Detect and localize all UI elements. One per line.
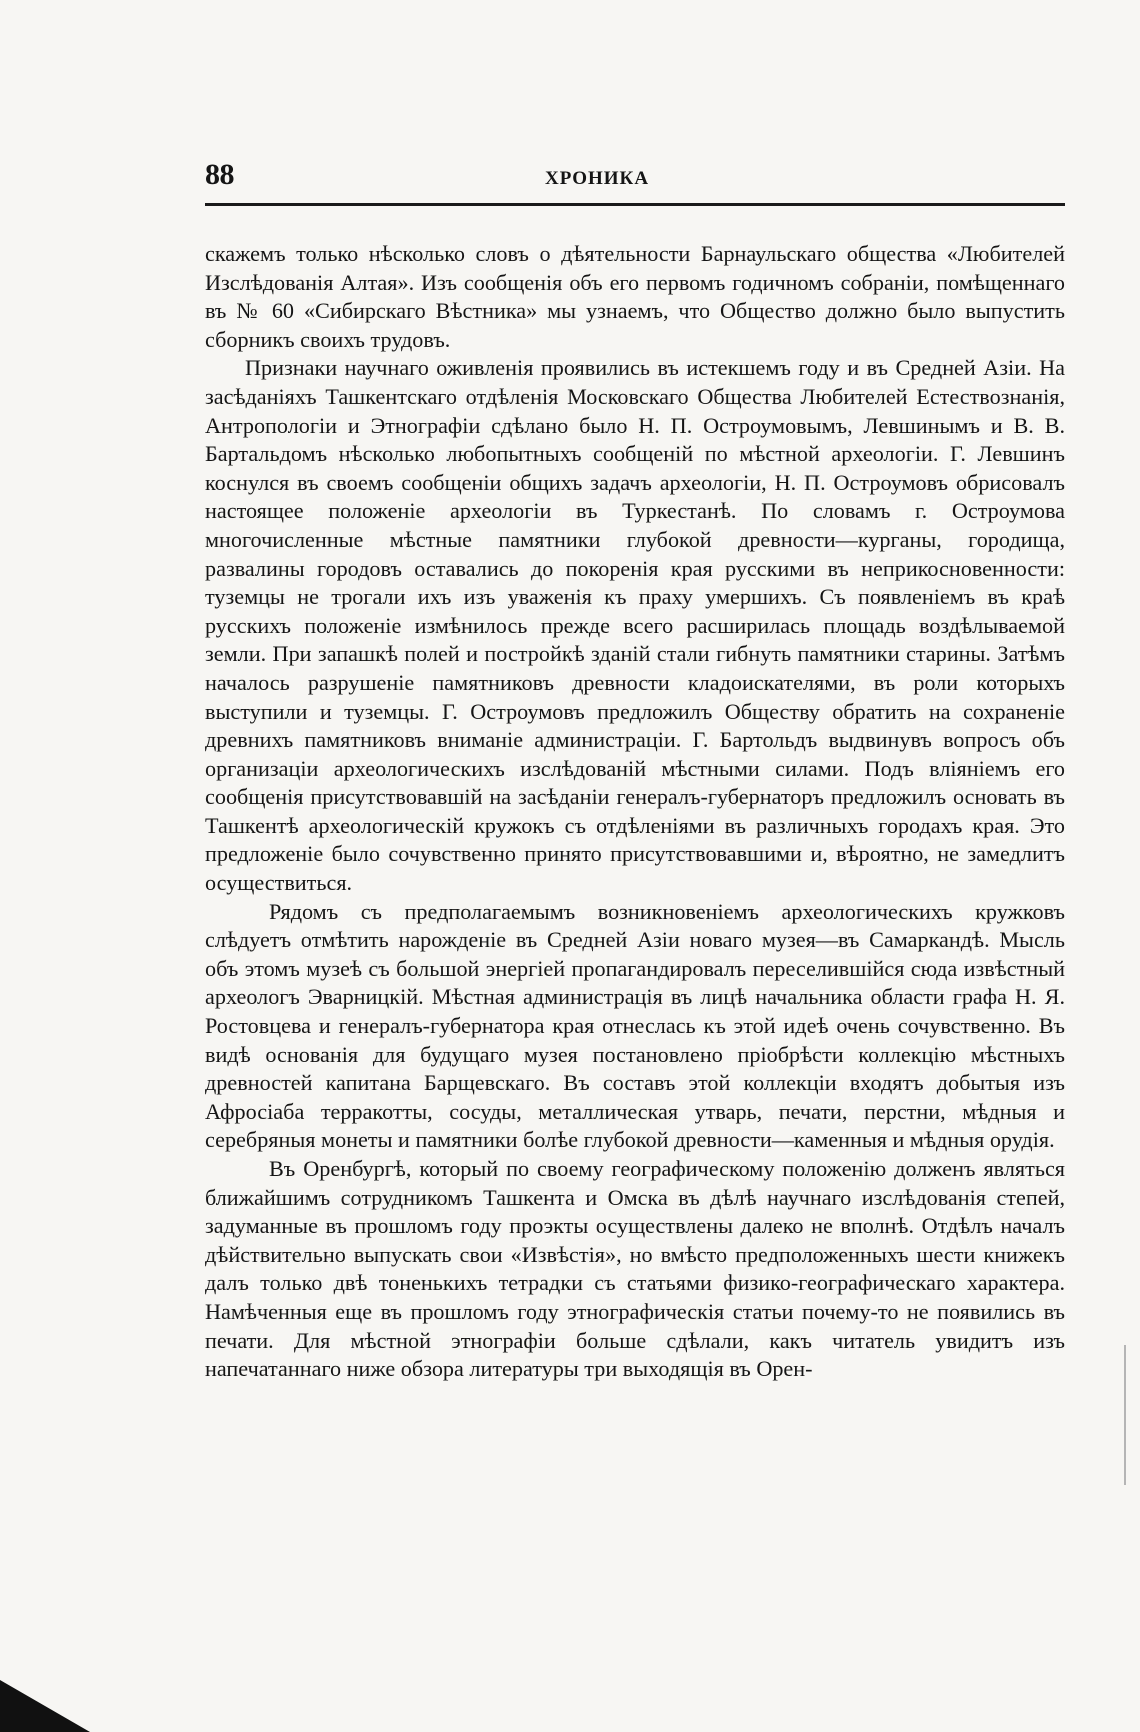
paragraph-samarkand-museum: Рядомъ съ предполагаемымъ возникновеніемъ археологическихъ кружковъ слѣдуетъ отмѣтить нарожденіе въ Средней Азіи новаго музея—въ Самаркандѣ. Мысль объ этомъ музеѣ съ большой энергіей пропагандировалъ переселившійся сюда извѣстный археологъ Эварницкій. Мѣстная администрація въ лицѣ начальника области графа Н. Я. Ростовцева и генералъ-губернатора края отнеслась къ этой идеѣ очень сочувственно. Въ видѣ основанія для будущаго музея постановлено пріобрѣсти коллекцію мѣстныхъ древностей капитана Барщевскаго. Въ составъ этой коллекціи входятъ добытыя изъ Афросіаба терракотты, сосуды, металлическая утварь, печати, перстни, мѣдныя и серебряныя монеты и памятники болѣе глубокой древности—каменныя и мѣдныя орудія.: [205, 898, 1065, 1153]
paragraph-orenburg: Въ Оренбургѣ, который по своему географическому положенію долженъ являться ближайшимъ сотрудникомъ Ташкента и Омска въ дѣлѣ научнаго изслѣдованія степей, задуманные въ прошломъ году проэкты осуществлены далеко не вполнѣ. Отдѣлъ началъ дѣйствительно выпускать свои «Извѣстія», но вмѣсто предположенныхъ шести книжекъ далъ только двѣ тоненькихъ тетрадки съ статьями физико-географическаго характера. Намѣченныя еще въ прошломъ году этнографическія статьи почему-то не появились въ печати. Для мѣстной этнографіи больше сдѣлали, какъ читатель увидитъ изъ напечатаннаго ниже обзора литературы три выходящія въ Орен-: [205, 1156, 1065, 1382]
running-title: ХРОНИКА: [545, 168, 650, 189]
page-header: [205, 158, 1065, 198]
paragraph-central-asia: Признаки научнаго оживленія проявились въ истекшемъ году и въ Средней Азіи. На засѣданіяхъ Ташкентскаго отдѣленія Московскаго Общества Любителей Естествознанія, Антропологіи и Этнографіи сдѣлано было Н. П. Остроумовымъ, Левшинымъ и В. В. Бартальдомъ нѣсколько любопытныхъ сообщеній по мѣстной археологіи. Г. Левшинъ коснулся въ своемъ сообщеніи общихъ задачъ археологіи, Н. П. Остроумовъ обрисовалъ настоящее положеніе археологіи въ Туркестанѣ. По словамъ г. Остроумова многочисленные мѣстные памятники глубокой древности—курганы, городища, развалины городовъ оставались до покоренія края русскими въ неприкосновенности: туземцы не трогали ихъ изъ уваженія къ праху умершихъ. Съ появленіемъ въ краѣ русскихъ положеніе измѣнилось прежде всего расширилась площадь воздѣлываемой земли. При запашкѣ полей и постройкѣ зданій стали гибнуть памятники старины. Затѣмъ началось разрушеніе памятниковъ древности кладоискателями, въ роли которыхъ выступили и туземцы. Г. Остроумовъ предложилъ Обществу обратить на сохраненіе древнихъ памятниковъ вниманіе администраціи. Г. Бартольдъ выдвинувъ вопросъ объ организаціи археологическихъ изслѣдованій мѣстными силами. Подъ вліяніемъ его сообщенія присутствовавшій на засѣданіи генералъ-губернаторъ предложилъ основать въ Ташкентѣ археологическій кружокъ съ отдѣленіями въ различныхъ городахъ края. Это предложеніе было сочувственно принято присутствовавшими и, вѣроятно, не замедлитъ осуществиться.: [205, 355, 1065, 896]
page-number: 88: [205, 158, 234, 191]
scan-margin-mark: [1124, 1345, 1126, 1485]
header-rule: [205, 203, 1065, 206]
paragraph-continuation: скажемъ только нѣсколько словъ о дѣятельности Барнаульскаго общества «Любителей Изслѣдованія Алтая». Изъ сообщенія объ его первомъ годичномъ собраніи, помѣщеннаго въ № 60 «Сибирскаго Вѣстника» мы узнаемъ, что Общество должно было выпустить сборникъ своихъ трудовъ.: [205, 241, 1065, 352]
chronicle-text: [205, 240, 1065, 1384]
scan-corner-shadow: [0, 1680, 90, 1732]
